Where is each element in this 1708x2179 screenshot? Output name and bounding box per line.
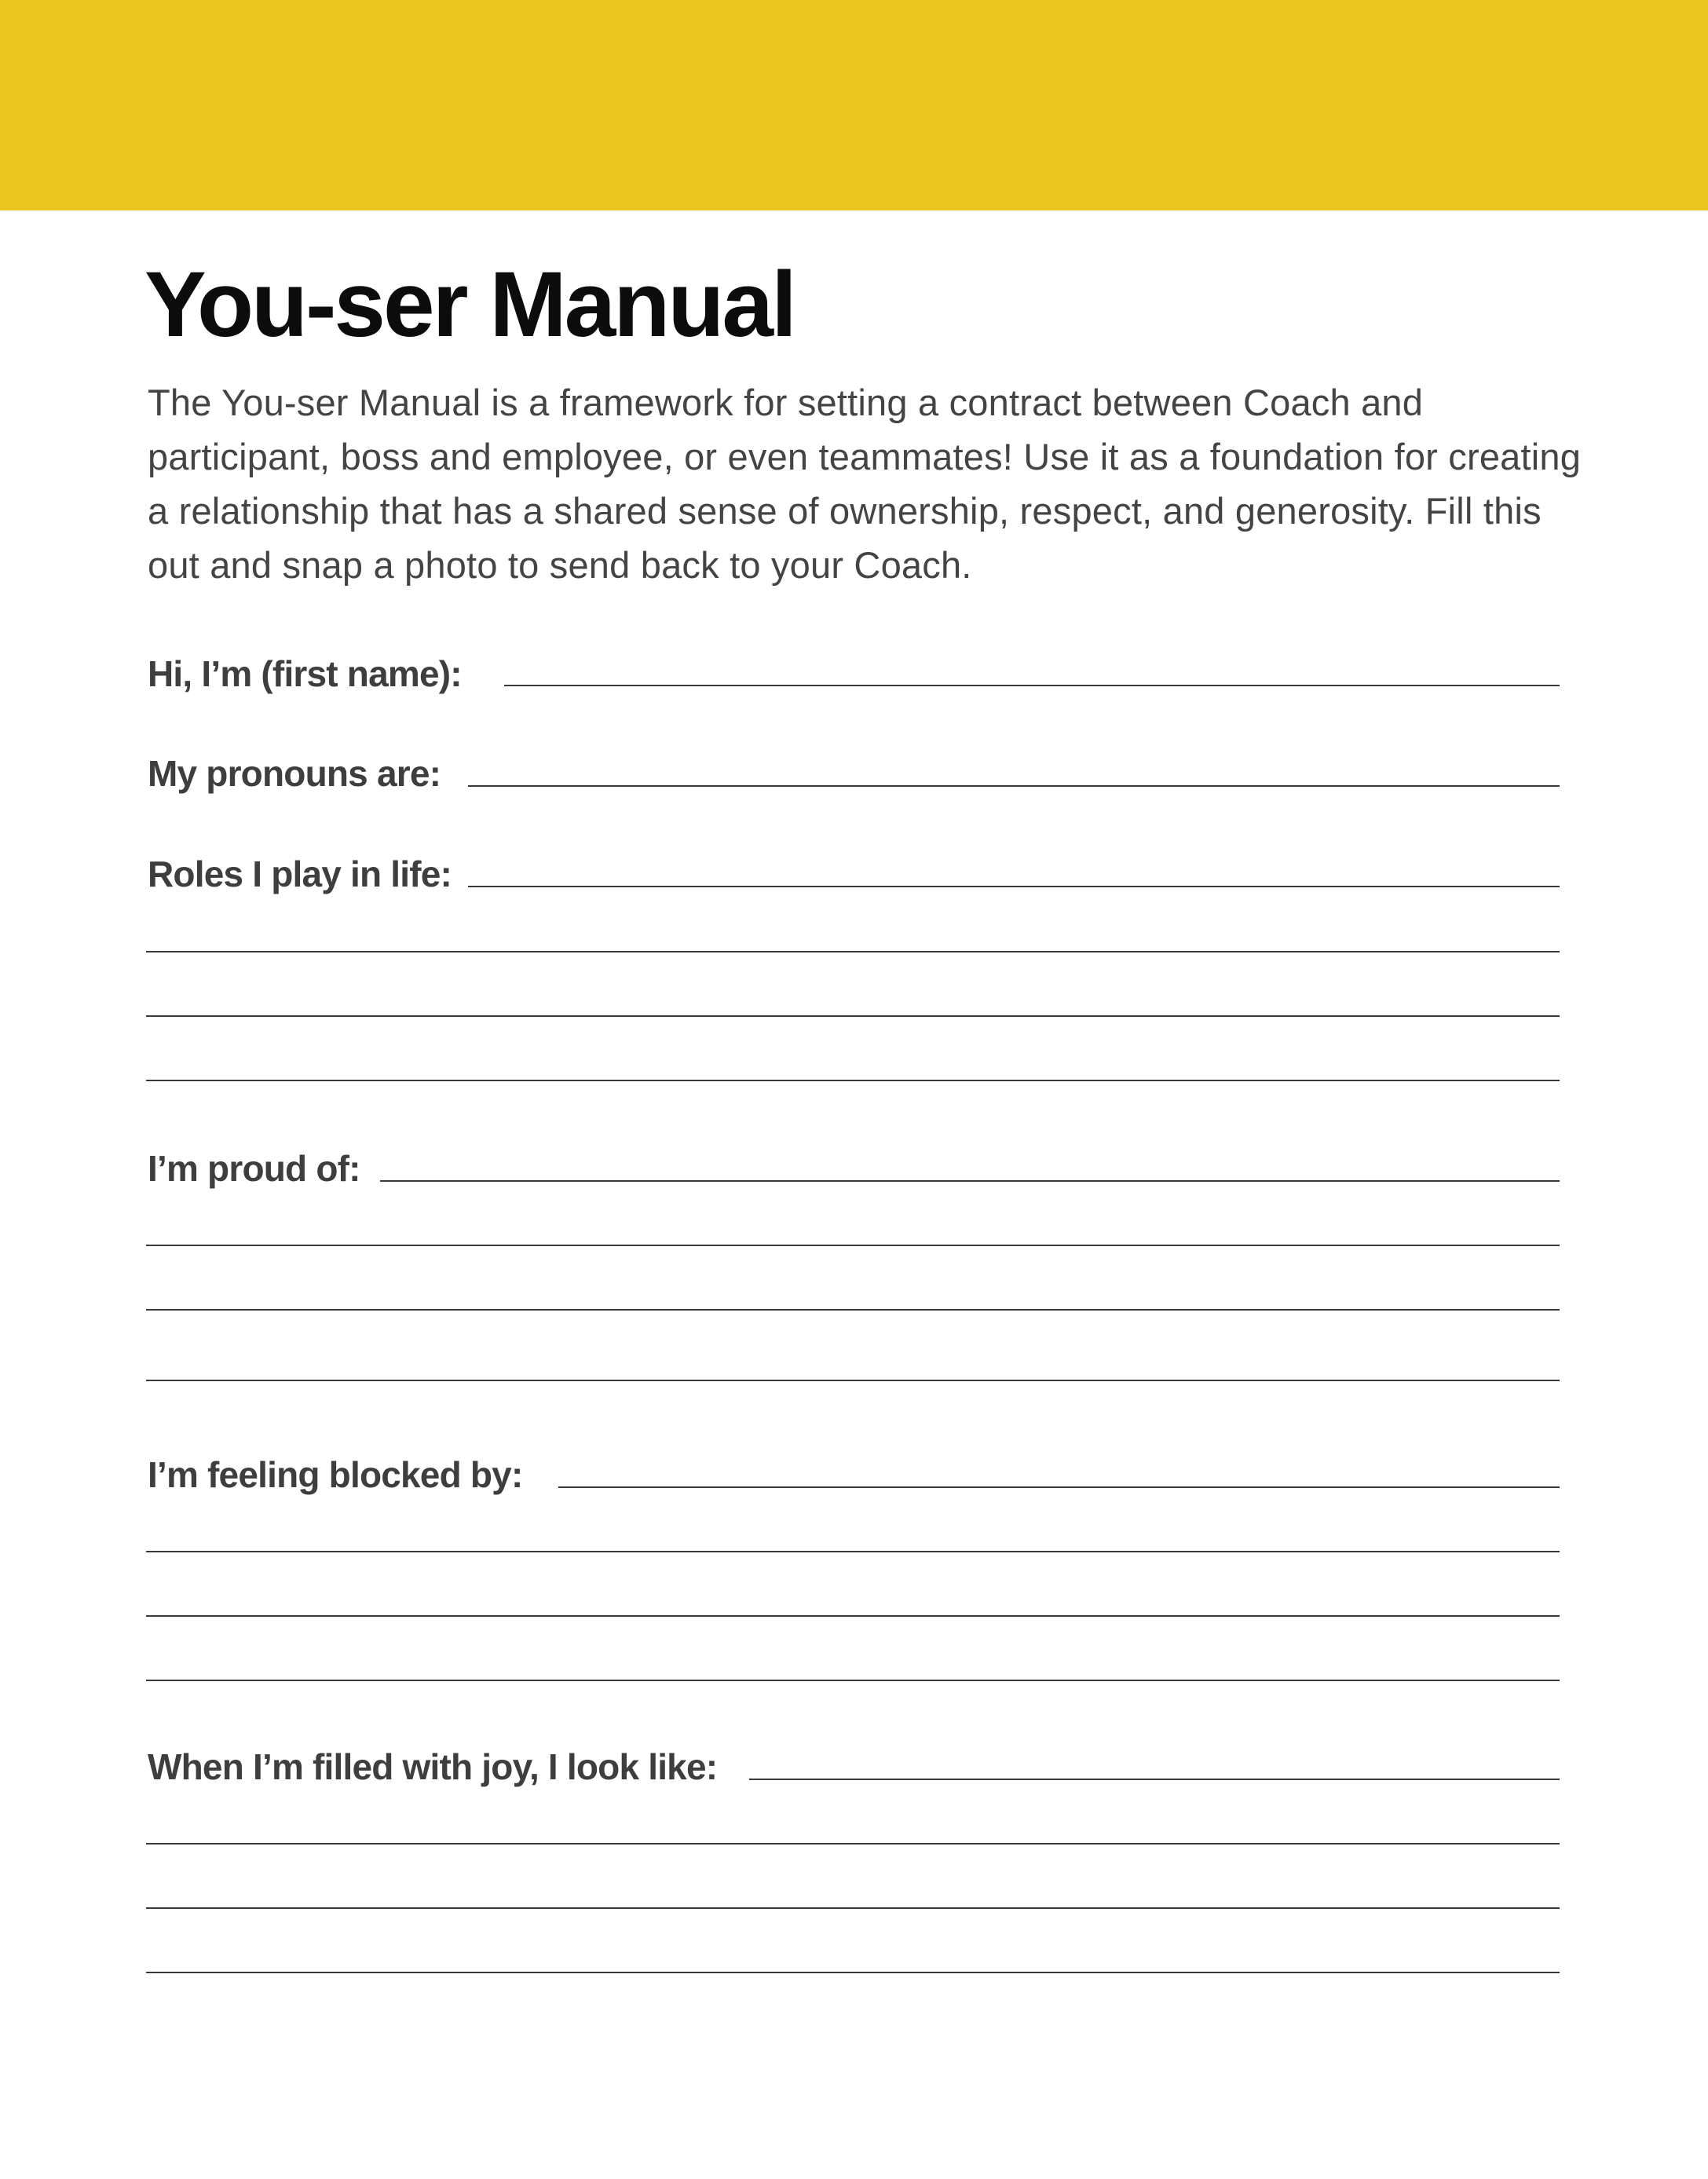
blocked-by-line[interactable] (146, 1551, 1560, 1552)
blocked-by-line[interactable] (146, 1680, 1560, 1681)
blocked-by-line[interactable] (146, 1615, 1560, 1617)
roles-line[interactable] (468, 886, 1560, 887)
joy-line[interactable] (146, 1907, 1560, 1909)
blocked-by-label: I’m feeling blocked by: (148, 1454, 523, 1495)
pronouns-line[interactable] (468, 785, 1560, 787)
joy-line[interactable] (146, 1843, 1560, 1844)
roles-line[interactable] (146, 1015, 1560, 1017)
joy-line[interactable] (146, 1972, 1560, 1973)
proud-of-line[interactable] (146, 1380, 1560, 1381)
intro-paragraph: The You-ser Manual is a framework for setting a contract between Coach and participant, boss and employee, or even teammates! Use it as a foundation for creating a relationship that has a shared sense of ownership, respect, and generosity. Fill this out and snap a photo to send back to your Coach. (148, 382, 1582, 586)
proud-of-line[interactable] (380, 1180, 1560, 1182)
blocked-by-line[interactable] (558, 1486, 1560, 1488)
joy-line[interactable] (749, 1779, 1560, 1780)
roles-line[interactable] (146, 1080, 1560, 1081)
proud-of-line[interactable] (146, 1309, 1560, 1311)
roles-label: Roles I play in life: (148, 854, 452, 894)
first-name-label: Hi, I’m (first name): (148, 653, 462, 694)
roles-line[interactable] (146, 951, 1560, 952)
first-name-line[interactable] (504, 685, 1560, 686)
top-color-band (0, 0, 1708, 210)
proud-of-label: I’m proud of: (148, 1148, 360, 1189)
page-title: You-ser Manual (144, 253, 795, 356)
joy-label: When I’m filled with joy, I look like: (148, 1746, 718, 1787)
proud-of-line[interactable] (146, 1245, 1560, 1246)
pronouns-label: My pronouns are: (148, 753, 441, 794)
